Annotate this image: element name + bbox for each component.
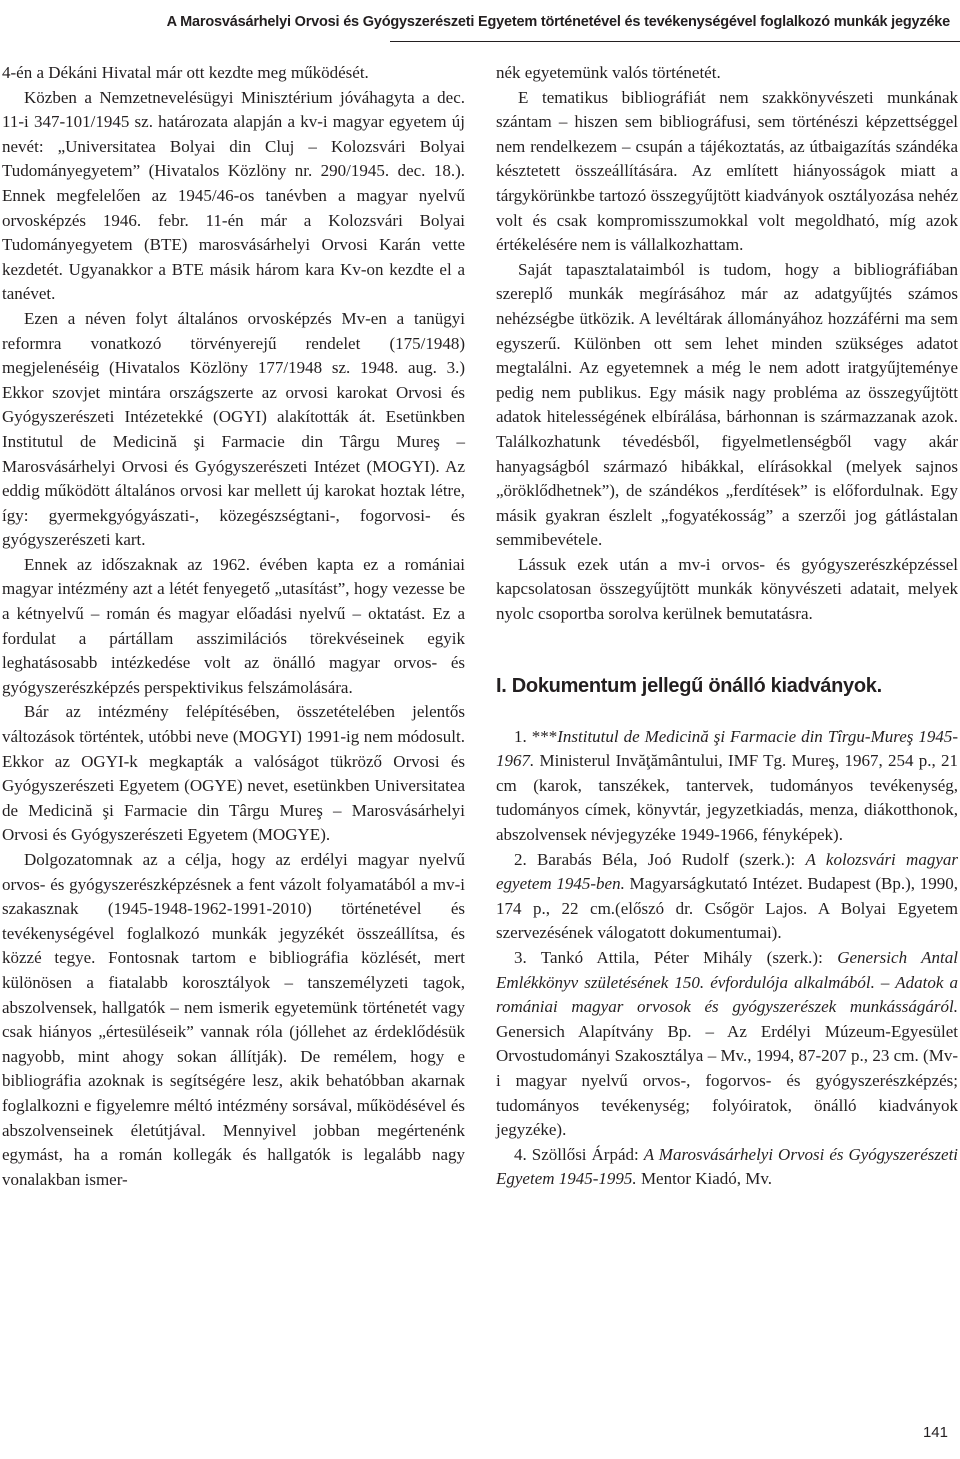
paragraph: Dolgozatomnak az a célja, hogy az erdélyi magyar nyelvű orvos- és gyógyszerészképzésnek a fent vázolt folyamatából a mv-i szakasznak (1945-1948-1962-1991-2010) történetével és tevékenységével foglalkozó munkák jegyzékét összeállítsa, és közzé tegye. Fontosnak tartom e bibliográfia közlését, mert különösen a fiatalabb korosztályok – tanszemélyzeti tagok, abszolvensek, hallgatók – nem ismerik egyetemünk történetét vagy csak hiányos „értesüléseik” vannak róla (jóllehet az érdeklődésük nagyobb, mint ahogy sokan állítják). De remélem, hogy e bibliográfia azoknak is segítségére lesz, akik behatóbban akarnak foglalkozni e figyelemre méltó intézmény sorsával, működésével és abszolvenseinek életútjával. Mennyivel jobban megértenénk egymást, ha a román kollegák és hallgatók is legalább nagy vonalakban ismer- [2,850,465,1189]
entry-details: Genersich Alapítvány Bp. – Az Erdélyi Múzeum-Egyesület Orvostudományi Szakosztálya – Mv., 1994, 87-207 p., 23 cm. (Mv-i magyar nyelvű orvos-, fogorvos- és gyógyszerészképzés; tudományos tevékenység; folyóiratok, önálló kiadványok jegyzéke). [496,1021,958,1140]
left-column [2,61,465,1192]
paragraph: 4-én a Dékáni Hivatal már ott kezdte meg működését. [2,63,369,82]
entry-number: 3. [514,948,527,967]
running-title: A Marosvásárhelyi Orvosi és Gyógyszerészeti Egyetem történetével és tevékenységével foglalkozó munkák jegyzéke [166,14,950,30]
entry-details: Mentor Kiadó, Mv. [636,1169,773,1189]
right-column [496,61,958,1192]
entry-author: Barabás Béla, Joó Rudolf (szerk.): [537,849,806,869]
bibliography-entry [496,946,958,1143]
section-heading: I. Dokumentum jellegű önálló kiadványok. [496,674,882,697]
entry-title: A Marosvásárhelyi Orvosi és Gyógyszerészeti Egyetem 1945-1995. [496,1144,959,1189]
bibliography-entry [496,1143,958,1192]
entry-title: Institutul de Medicină şi Farmacie din Tîrgu-Mureş 1945-1967. [496,726,958,771]
entry-number: 4. [514,1144,527,1164]
entry-title: A kolozsvári magyar egyetem 1945-ben. [496,849,958,894]
running-header [0,0,960,46]
header-rule [390,41,960,42]
paragraph: Közben a Nemzetnevelésügyi Minisztérium jóváhagyta a dec. 11-i 347-101/1945 sz. határozata alapján a kv-i magyar egyetem új nevét: „Universitatea Bolyai din Cluj – Kolozsvári Bolyai Tudományegyetem” (Hivatalos Közlöny nr. 290/1945. dec. 18.). Ennek megfelelően az 1945/46-os tanévben a magyar nyelvű orvosképzés 1946. febr. 11-én már a Kolozsvári Bolyai Tudományegyetem (BTE) marosvásárhelyi Orvosi Karán vette kezdetét. Ugyanakkor a BTE másik három kara Kv-on kezdte el a tanévet. [2,87,465,304]
entry-author: Szöllősi Árpád: [531,1144,644,1164]
entry-details: Ministerul Invăţământului, IMF Tg. Mureş, 1967, 254 p., 21 cm (karok, tanszékek, tantervek, tudományos tevékenység, tudományos címek, könyvtár, jegyzetkiadás, menza, diákotthonok, abszolvensek névjegyzéke 1949-1966, fényképek). [496,751,958,845]
entry-author: Tankó Attila, Péter Mihály (szerk.): [540,948,838,967]
entry-author: *** [531,726,558,746]
paragraph: Ezen a néven folyt általános orvosképzés Mv-en a tanügyi reformra vonatkozó törvényerejű rendelet (175/1948) megjelenéséig (Hivatalos Közlöny 177/1948 sz. 1948. aug. 3.) Ekkor szovjet mintára országszerte az orvosi karokat Orvosi és Gyógyszerészeti Intézetekké (OGYI) alakították át. Esetünkben Institutul de Medicină şi Farmacie din Târgu Mureş – Marosvásárhelyi Orvosi és Gyógyszerészeti Intézet (MOGYI). Az eddig működött általános orvosi kar mellett új karokat hoztak létre, így: gyermekgyógyászati-, közegészségtani-, fogorvosi- és gyógyszerészeti kart. [2,308,465,550]
paragraph: Ennek az időszaknak az 1962. évében kapta ez a romániai magyar intézmény azt a létét fenyegető „utasítást”, hogy vezesse be a kétnyelvű – román és magyar előadási nyelvű – oktatást. Ez a fordulat a pártállam asszimilációs törekvéseinek egyik leghatásosabb intézkedése volt az önálló magyar orvos- és gyógyszerészképzés perspektivikus felszámolására. [2,554,465,697]
bibliography-entry [496,725,958,848]
page-number: 141 [922,1424,948,1441]
bibliography-entry [496,848,958,946]
paragraph: Saját tapasztalataimból is tudom, hogy a bibliográfiában szereplő munkák megírásához már az adatgyűjtés számos nehézségbe ütközik. A levéltárak állományához hozzáférni ma sem egyszerű. Különben ott sem lehet minden szükséges adatot megtalálni. Az egyetemnek a még le nem adott iratgyűjteménye pedig nem publikus. Egy másik nagy probléma az összegyűjtött adatok hitelességének elbírálása, bárhonnan is származzanak azok. Találkozhatunk tévedésből, figyelmetlenségből vagy akár hanyagságból származó hibákkal, elírásokkal (melyek sajnos „öröklődhetnek”), de szándékos „ferdítések” is előfordulnak. Egy másik gyakran észlelt „fogyatékosság” a szerzői jog gátlástalan semmibevétele. [496,259,958,550]
entry-details: Magyarságkutató Intézet. Budapest (Bp.), 1990, 174 p., 22 cm.(előszó dr. Csőgör Lajos. A Bolyai Egyetem szervezésének válogatott dokumentumai). [496,874,959,943]
paragraph: Lássuk ezek után a mv-i orvos- és gyógyszerészképzéssel kapcsolatosan összegyűjtött munkák könyvészeti adatait, melyek nyolc csoportba sorolva kerülnek bemutatásra. [496,554,958,624]
paragraph: nék egyetemünk valós történetét. [496,63,721,82]
paragraph: E tematikus bibliográfiát nem szakkönyvészeti munkának szántam – hiszen sem bibliográfusi, sem történészi képzettséggel nem rendelkezem – csupán a tájékoztatás, az útbaigazítás szándéka késztetett összeállítására. Az említett hiányosságok miatt a tárgykörünkbe tartozó összegyűjtött kiadványok osztályozása nehéz volt és csak kompromisszumokkal volt megoldható, míg azok értékelésére nem is vállalkozhattam. [496,87,958,255]
entry-number: 2. [514,849,527,869]
entry-title: Genersich Antal Emlékkönyv születésének 150. évfordulója alkalmából. – Adatok a romániai magyar orvosok és gyógyszerészek munkásságáról. [496,948,958,1017]
paragraph: Bár az intézmény felépítésében, összetételében jelentős változások történtek, utóbbi neve (MOGYI) 1991-ig nem módosult. Ekkor az OGYI-k megkapták a valóságot tükröző Orvosi és Gyógyszerészeti Egyetem (OGYE) nevet, esetünkben Universitatea de Medicină şi Farmacie din Târgu Mureş – Marosvásárhelyi Orvosi és Gyógyszerészeti Egyetem (MOGYE). [2,702,465,845]
entry-number: 1. [514,726,527,746]
